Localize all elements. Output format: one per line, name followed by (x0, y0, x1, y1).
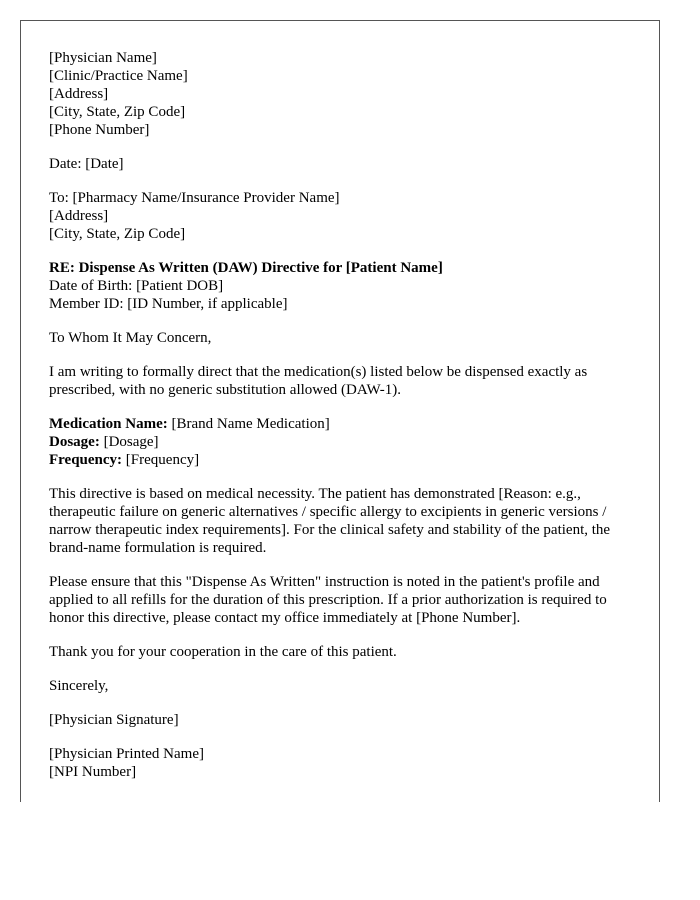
sender-block (49, 49, 639, 139)
sender-address: [Address] (49, 86, 109, 102)
salutation-block (49, 329, 639, 347)
subject-block (49, 259, 639, 313)
npi-number: [NPI Number] (49, 764, 137, 780)
closing-block (49, 677, 639, 695)
salutation: To Whom It May Concern, (49, 330, 212, 346)
dosage-label: Dosage: (49, 434, 100, 450)
closing: Sincerely, (49, 678, 109, 694)
thanks-line: Thank you for your cooperation in the care of this patient. (49, 644, 397, 660)
reason-paragraph: This directive is based on medical necessity. The patient has demonstrated [Reason: e.g., therapeutic failure on generic alternatives / specific allergy to excipients in generic versions / narrow therapeutic index requirements]. For the clinical safety and stability of the patient, the brand-name formulation is required. (49, 486, 611, 556)
physician-printed-name: [Physician Printed Name] (49, 746, 204, 762)
dosage-row (49, 433, 639, 451)
intro-paragraph: I am writing to formally direct that the medication(s) listed below be dispensed exactly as prescribed, with no generic substitution allowed (DAW-1). (49, 364, 588, 398)
letter-page (20, 20, 660, 802)
recipient-to: To: [Pharmacy Name/Insurance Provider Name] (49, 190, 340, 206)
frequency-label: Frequency: (49, 452, 123, 468)
recipient-city-state-zip: [City, State, Zip Code] (49, 226, 186, 242)
instruction-paragraph: Please ensure that this "Dispense As Written" instruction is noted in the patient's profile and applied to all refills for the duration of this prescription. If a prior authorization is required to honor this directive, please contact my office immediately at [Phone Number]. (49, 574, 607, 626)
recipient-address: [Address] (49, 208, 109, 224)
dosage-value: [Dosage] (99, 434, 159, 450)
member-id-line: Member ID: [ID Number, if applicable] (49, 296, 288, 312)
letter-body (49, 49, 639, 797)
frequency-value: [Frequency] (122, 452, 200, 468)
clinic-name: [Clinic/Practice Name] (49, 68, 188, 84)
sender-city-state-zip: [City, State, Zip Code] (49, 104, 186, 120)
date-block (49, 155, 639, 173)
physician-signature: [Physician Signature] (49, 712, 179, 728)
medication-name-label: Medication Name: (49, 416, 168, 432)
sender-phone: [Phone Number] (49, 122, 150, 138)
patient-dob-line: Date of Birth: [Patient DOB] (49, 278, 224, 294)
subject-re-line: RE: Dispense As Written (DAW) Directive for [Patient Name] (49, 260, 443, 276)
medication-block (49, 415, 639, 469)
thanks-block (49, 643, 639, 661)
medication-name-row (49, 415, 639, 433)
recipient-block (49, 189, 639, 243)
date-line: Date: [Date] (49, 156, 124, 172)
medication-name-value: [Brand Name Medication] (167, 416, 330, 432)
physician-name: [Physician Name] (49, 50, 157, 66)
frequency-row (49, 451, 639, 469)
printed-name-block (49, 745, 639, 781)
signature-block (49, 711, 639, 729)
